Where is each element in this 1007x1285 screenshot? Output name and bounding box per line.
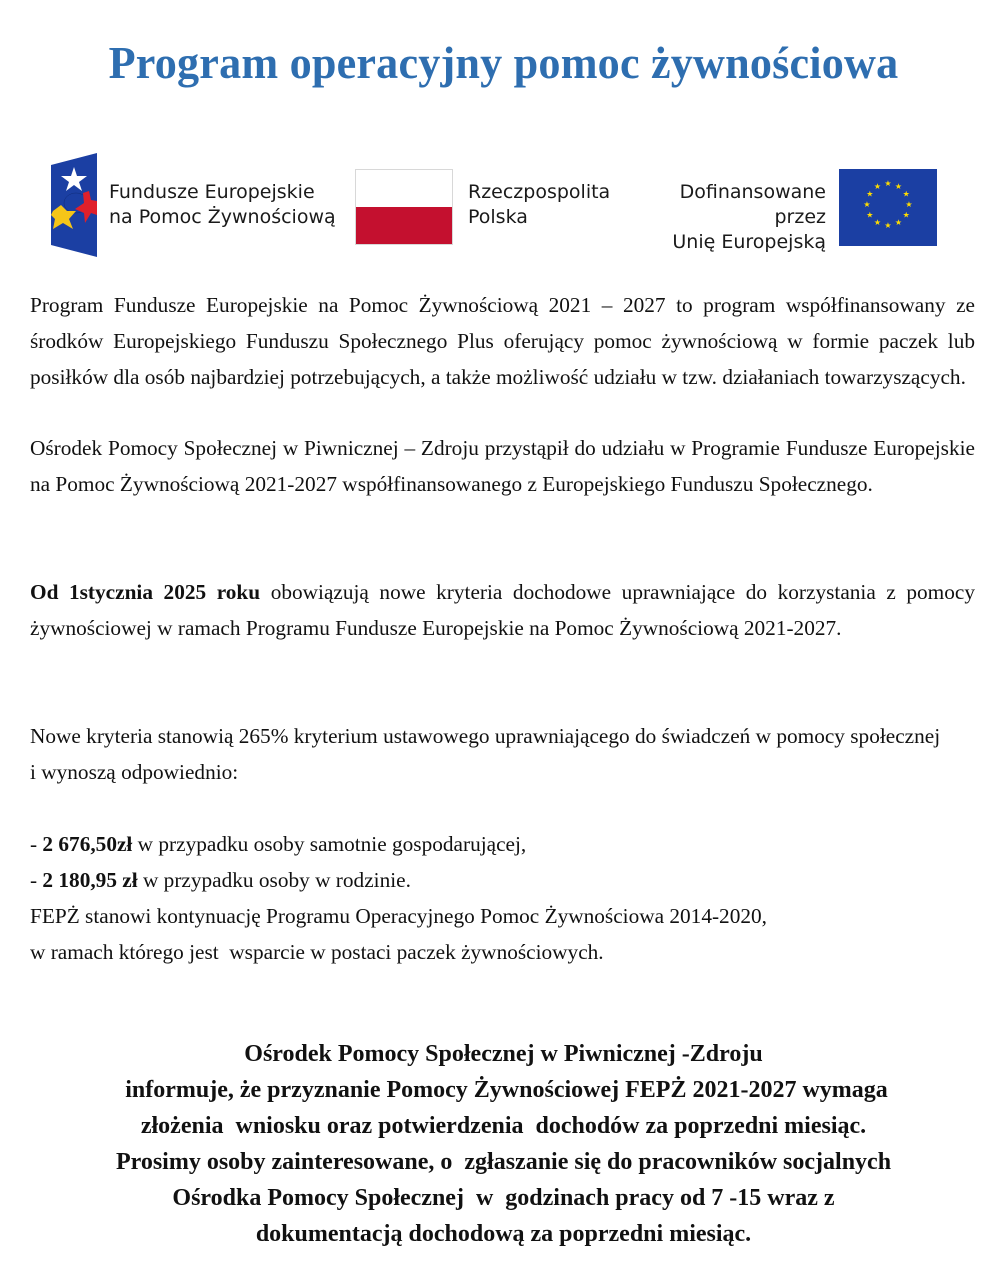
polish-flag-icon: [355, 169, 453, 245]
criteria-paragraph: [30, 574, 975, 646]
svg-text:★: ★: [894, 218, 903, 228]
eu-logo-line1: Dofinansowane przez: [679, 181, 826, 228]
notice-line: informuje, że przyznanie Pomocy Żywnościowej FEPŻ 2021-2027 wymaga: [119, 1077, 888, 1103]
funds-logo-text: [109, 180, 336, 230]
svg-text:★: ★: [873, 218, 882, 228]
poland-logo-line1: Rzeczpospolita: [468, 181, 611, 203]
eu-flag-icon: [839, 169, 937, 246]
svg-text:★: ★: [905, 200, 913, 209]
svg-text:★: ★: [884, 221, 892, 230]
notice-line: dokumentacją dochodową za poprzedni miesiąc.: [255, 1221, 752, 1247]
funds-logo-line2: na Pomoc Żywnościową: [109, 206, 336, 228]
poland-logo-line2: Polska: [468, 206, 528, 228]
criteria-text: obowiązują nowe kryteria dochodowe uprawniające do korzystania z pomocy żywnościowej w ramach Programu Fundusze Europejskie na Pomoc Żywnościową 2021-2027.: [30, 580, 976, 640]
income-limits-list: [30, 826, 975, 970]
funds-emblem-icon: [51, 153, 97, 257]
criteria-date: Od 1stycznia 2025 roku: [30, 580, 261, 604]
svg-text:★: ★: [884, 179, 892, 188]
notice-line: Prosimy osoby zainteresowane, o zgłaszanie się do pracowników socjalnych: [115, 1149, 892, 1175]
eu-logo-text: [640, 180, 826, 255]
income-limit-item: - 2 180,95 zł w przypadku osoby w rodzinie.: [30, 868, 411, 892]
svg-text:★: ★: [866, 210, 874, 220]
page-title: Program operacyjny pomoc żywnościowa: [108, 37, 899, 88]
income-amount: 2 180,95 zł: [42, 868, 138, 892]
continuation-line2: w ramach którego jest wsparcie w postaci paczek żywnościowych.: [30, 940, 604, 964]
svg-text:★: ★: [894, 181, 903, 191]
income-limit-item: - 2 676,50zł w przypadku osoby samotnie gospodarującej,: [30, 832, 527, 856]
svg-text:★: ★: [873, 181, 882, 191]
funds-logo-line1: Fundusze Europejskie: [109, 181, 315, 203]
notice-line: złożenia wniosku oraz potwierdzenia dochodów za poprzedni miesiąc.: [140, 1113, 867, 1139]
logo-bar: [0, 150, 1007, 260]
svg-text:★: ★: [902, 189, 910, 199]
notice-line: Ośrodka Pomocy Społecznej w godzinach pracy od 7 -15 wraz z: [172, 1185, 835, 1211]
intro-paragraph: Program Fundusze Europejskie na Pomoc Żywnościową 2021 – 2027 to program współfinansowany ze środków Europejskiego Funduszu Społecznego Plus oferujący pomoc żywnościową w formie paczek lub posiłków dla osób najbardziej potrzebujących, a także możliwość udziału w tzw. działaniach towarzyszących.: [30, 293, 975, 389]
notice-line: Ośrodek Pomocy Społecznej w Piwnicznej -Zdroju: [244, 1041, 763, 1067]
svg-text:★: ★: [902, 210, 910, 220]
svg-text:★: ★: [863, 200, 871, 209]
participation-paragraph: Ośrodek Pomocy Społecznej w Piwnicznej – Zdroju przystąpił do udziału w Programie Fundusze Europejskie na Pomoc Żywnościową 2021-2027 współfinansowanego z Europejskiego Funduszu Społecznego.: [30, 436, 975, 496]
svg-text:★: ★: [866, 189, 874, 199]
eu-logo-line2: Unię Europejską: [672, 231, 826, 253]
income-amount: 2 676,50zł: [42, 832, 133, 856]
notice-block: [0, 1036, 1007, 1252]
poland-logo-text: [468, 180, 610, 230]
criteria-percent-paragraph: Nowe kryteria stanowią 265% kryterium ustawowego uprawniającego do świadczeń w pomocy społecznej i wynoszą odpowiednio:: [30, 724, 941, 784]
continuation-line1: FEPŻ stanowi kontynuację Programu Operacyjnego Pomoc Żywnościowa 2014-2020,: [30, 904, 767, 928]
